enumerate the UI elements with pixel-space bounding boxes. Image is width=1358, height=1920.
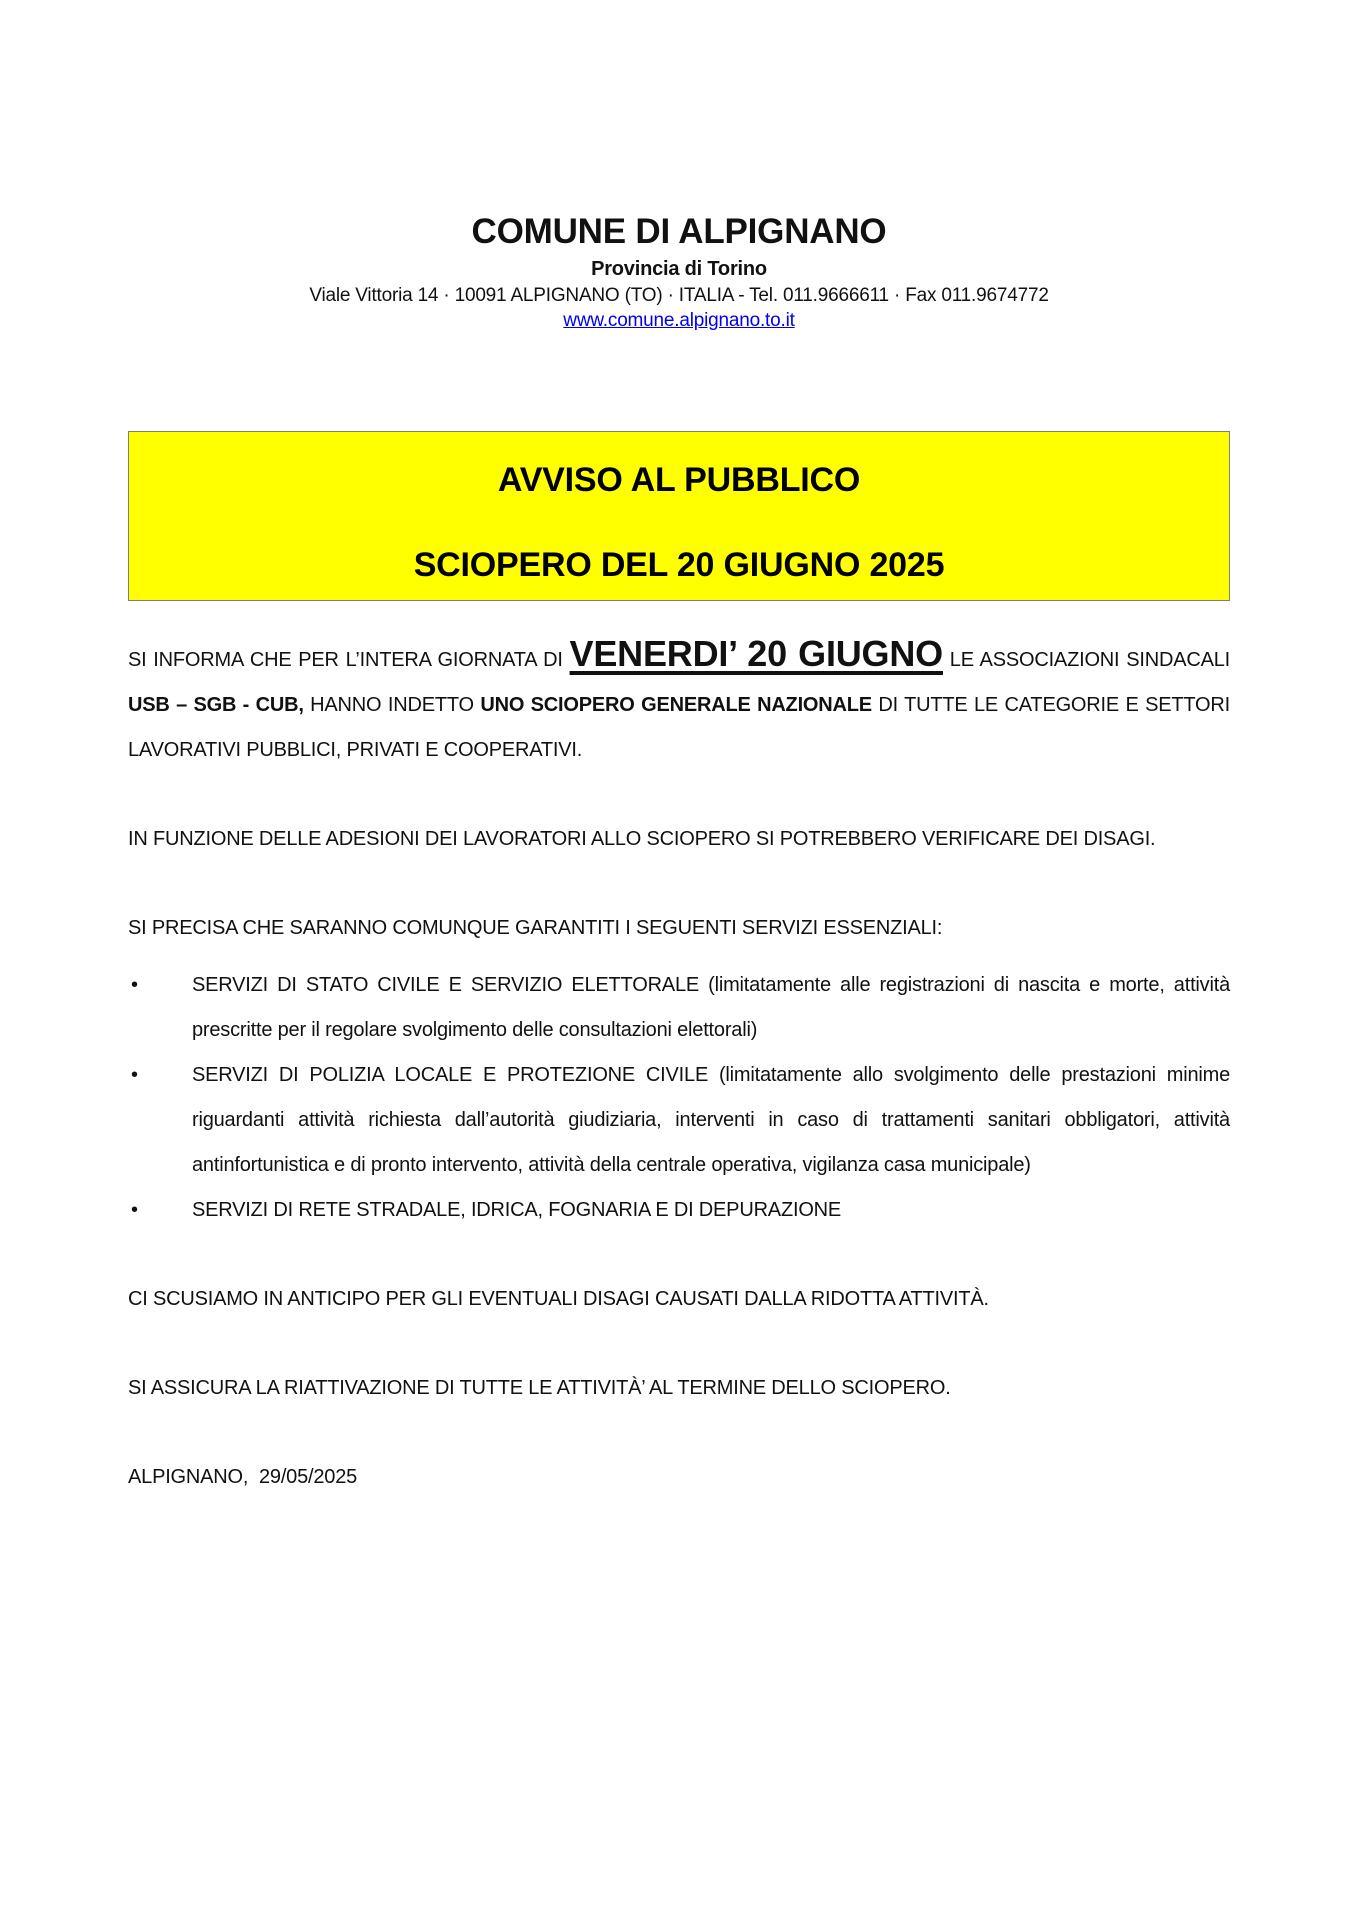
municipality-title: COMUNE DI ALPIGNANO xyxy=(471,212,887,251)
list-item xyxy=(128,1188,1230,1233)
list-item xyxy=(128,963,1230,1053)
service-local-police: SERVIZI DI POLIZIA LOCALE E PROTEZIONE CIVILE (limitatamente allo svolgimento delle prestazioni minime riguardanti attività richiesta dall’autorità giudiziaria, interventi in caso di trattamenti sanitari obbligatori, attività antinfortunistica e di pronto intervento, attività della centrale operativa, vigilanza casa municipale) xyxy=(192,1064,1230,1176)
services-list xyxy=(128,963,1230,1233)
p1-post: DI TUTTE LE CATEGORIE E SETTORI LAVORATIVI PUBBLICI, PRIVATI E COOPERATIVI. xyxy=(128,694,1231,761)
strike-type-bold: UNO SCIOPERO GENERALE NAZIONALE xyxy=(480,694,872,716)
notice-heading: AVVISO AL PUBBLICO xyxy=(497,461,861,499)
p1-mid1: LE ASSOCIAZIONI SINDACALI xyxy=(942,649,1231,671)
paragraph-announcement xyxy=(128,625,1230,773)
p1-mid2: HANNO INDETTO xyxy=(303,694,481,716)
paragraph-apology: CI SCUSIAMO IN ANTICIPO PER GLI EVENTUALI DISAGI CAUSATI DALLA RIDOTTA ATTIVITÀ. xyxy=(128,1288,989,1310)
province-subtitle: Provincia di Torino xyxy=(591,258,767,280)
unions-bold: USB – SGB - CUB, xyxy=(128,694,304,716)
address-line: Viale Vittoria 14 · 10091 ALPIGNANO (TO) · ITALIA - Tel. 011.9666611 · Fax 011.9674772 xyxy=(309,285,1049,306)
bullet-icon: • xyxy=(131,974,138,996)
paragraph-resumption: SI ASSICURA LA RIATTIVAZIONE DI TUTTE LE ATTIVITÀ’ AL TERMINE DELLO SCIOPERO. xyxy=(128,1377,951,1399)
strike-date-highlight: VENERDI’ 20 GIUGNO xyxy=(569,633,943,674)
notice-box xyxy=(128,431,1230,601)
service-road-network: SERVIZI DI RETE STRADALE, IDRICA, FOGNARIA E DI DEPURAZIONE xyxy=(192,1199,842,1221)
strike-heading: SCIOPERO DEL 20 GIUGNO 2025 xyxy=(413,546,945,584)
service-civil-status: SERVIZI DI STATO CIVILE E SERVIZIO ELETTORALE (limitatamente alle registrazioni di nascita e morte, attività prescritte per il regolare svolgimento delle consultazioni elettorali) xyxy=(192,974,1230,1041)
bullet-icon: • xyxy=(131,1199,138,1221)
paragraph-disruption: IN FUNZIONE DELLE ADESIONI DEI LAVORATORI ALLO SCIOPERO SI POTREBBERO VERIFICARE DEI DISAGI. xyxy=(128,828,1156,850)
website-line xyxy=(128,308,1230,333)
letterhead xyxy=(128,0,1230,333)
website-link[interactable]: www.comune.alpignano.to.it xyxy=(563,310,795,331)
list-item xyxy=(128,1053,1230,1188)
p1-pre: SI INFORMA CHE PER L’INTERA GIORNATA DI xyxy=(128,649,570,671)
place-date-line: ALPIGNANO, 29/05/2025 xyxy=(128,1466,358,1488)
paragraph-guaranteed-services: SI PRECISA CHE SARANNO COMUNQUE GARANTITI I SEGUENTI SERVIZI ESSENZIALI: xyxy=(128,917,943,939)
bullet-icon: • xyxy=(131,1064,138,1086)
